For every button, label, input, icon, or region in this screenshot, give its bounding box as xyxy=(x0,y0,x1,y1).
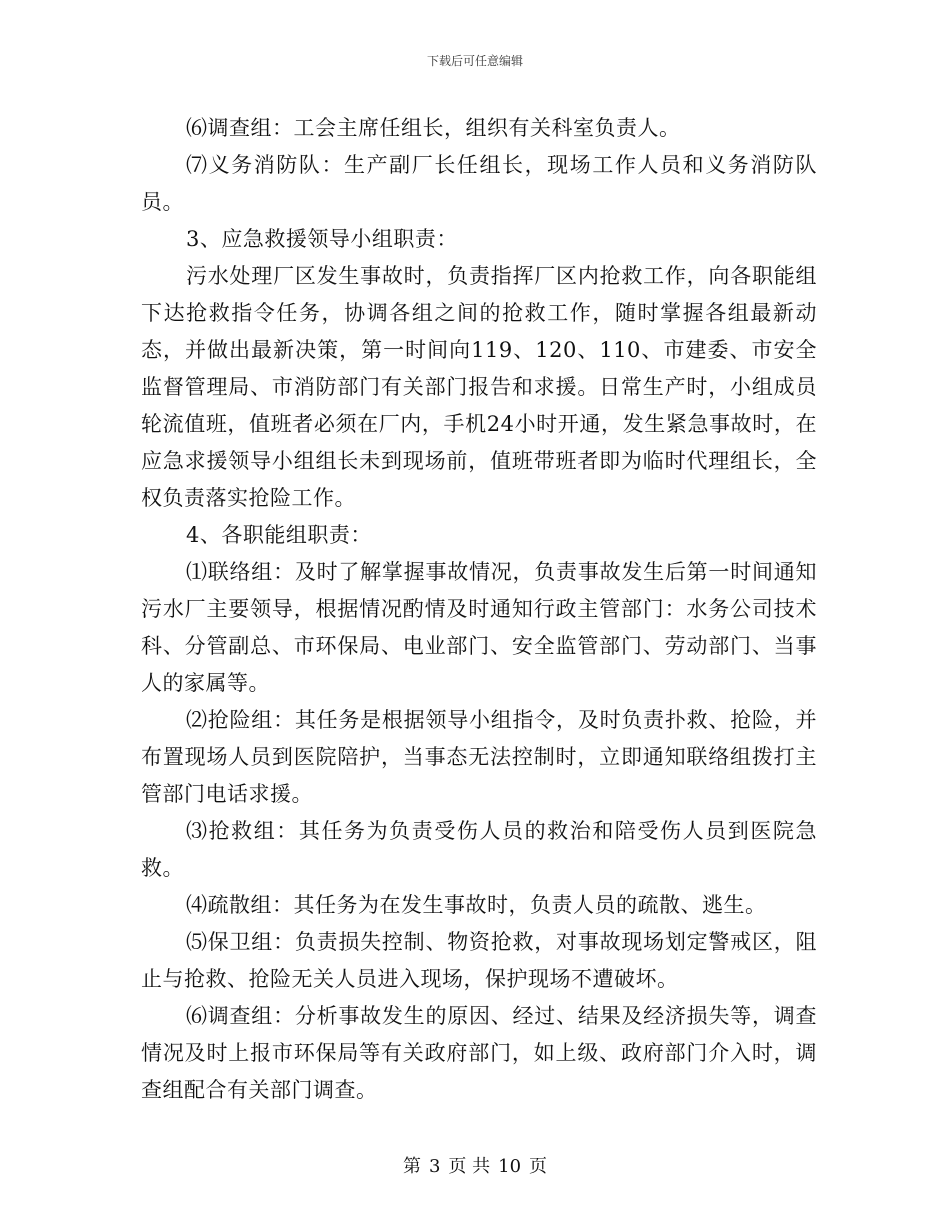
footer-suffix: 页 xyxy=(529,1156,548,1177)
document-body xyxy=(141,110,817,1109)
paragraph-liaison-group: ⑴联络组：及时了解掌握事故情况，负责事故发生后第一时间通知污水厂主要领导，根据情况酌情及时通知行政主管部门：水务公司技术科、分管副总、市环保局、电业部门、安全监管部门、劳动部门、当事人的家属等。 xyxy=(141,560,817,695)
paragraph-fire-brigade: ⑺义务消防队：生产副厂长任组长，现场工作人员和义务消防队员。 xyxy=(141,153,817,214)
paragraph-medical-rescue-group: ⑶抢救组：其任务为负责受伤人员的救治和陪受伤人员到医院急救。 xyxy=(141,819,817,880)
paragraph-evacuation-group: ⑷疏散组：其任务为在发生事故时，负责人员的疏散、逃生。 xyxy=(186,893,767,917)
page-header-note: 下载后可任意编辑 xyxy=(426,54,523,68)
paragraph-investigation-group: ⑹调查组：工会主席任组长，组织有关科室负责人。 xyxy=(186,116,681,140)
paragraph-investigation-duties: ⑹调查组：分析事故发生的原因、经过、结果及经济损失等，调查情况及时上报市环保局等有关政府部门，如上级、政府部门介入时，调查组配合有关部门调查。 xyxy=(141,1004,817,1102)
footer-middle: 页 共 xyxy=(448,1156,491,1177)
footer-prefix: 第 xyxy=(402,1156,421,1177)
page-footer xyxy=(0,1155,950,1179)
footer-page-number: 3 xyxy=(428,1156,441,1177)
section-heading-leadership-duties: 3、应急救援领导小组职责： xyxy=(186,227,458,251)
paragraph-security-group: ⑸保卫组：负责损失控制、物资抢救，对事故现场划定警戒区，阻止与抢救、抢险无关人员进入现场，保护现场不遭破坏。 xyxy=(141,930,817,991)
paragraph-rescue-response-group: ⑵抢险组：其任务是根据领导小组指令，及时负责扑救、抢险，并布置现场人员到医院陪护，当事态无法控制时，立即通知联络组拨打主管部门电话求援。 xyxy=(141,708,817,806)
footer-total-pages: 10 xyxy=(498,1156,522,1177)
section-heading-group-duties: 4、各职能组职责： xyxy=(186,523,372,547)
paragraph-leadership-duties: 污水处理厂区发生事故时，负责指挥厂区内抢救工作，向各职能组下达抢救指令任务，协调各组之间的抢救工作，随时掌握各组最新动态，并做出最新决策，第一时间向119、120、110、市建委、市安全监督管理局、市消防部门有关部门报告和求援。日常生产时，小组成员轮流值班，值班者必须在厂内，手机24小时开通，发生紧急事故时，在应急求援领导小组组长未到现场前，值班带班者即为临时代理组长，全权负责落实抢险工作。 xyxy=(141,264,817,510)
